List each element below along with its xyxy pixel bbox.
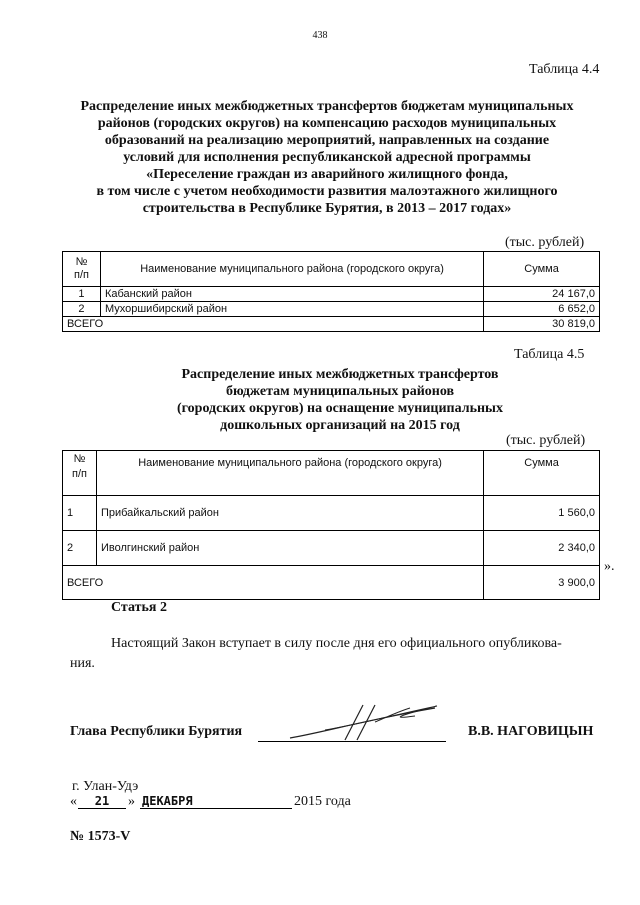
title-line: районов (городских округов) на компенсацию расходов муниципальных	[97, 116, 557, 131]
table-row	[63, 302, 600, 317]
row-sum: 6 652,0	[484, 302, 600, 317]
date-year: 2015 года	[294, 794, 351, 809]
article-text-line-1: Настоящий Закон вступает в силу после дня его официального опубликова-	[111, 636, 562, 651]
title-line: строительства в Республике Бурятия, в 2013 – 2017 годах»	[142, 201, 512, 216]
handwritten-signature	[285, 700, 445, 745]
table-row	[63, 531, 600, 566]
table-4-5-title	[130, 366, 550, 434]
row-name: Кабанский район	[100, 287, 483, 302]
header-sum: Сумма	[484, 451, 600, 496]
date-line	[70, 794, 370, 814]
page-number: 438	[312, 30, 328, 41]
title-line: Распределение иных межбюджетных трансфертов бюджетам муниципальных	[80, 99, 574, 114]
signatory-name: В.В. НАГОВИЦЫН	[468, 724, 594, 739]
row-name: Иволгинский район	[96, 531, 483, 566]
table-total-row	[63, 566, 600, 600]
article-heading: Статья 2	[111, 600, 167, 615]
title-line: бюджетам муниципальных районов	[225, 384, 455, 399]
total-sum: 30 819,0	[484, 317, 600, 332]
header-sum: Сумма	[484, 252, 600, 287]
row-sum: 24 167,0	[484, 287, 600, 302]
row-num: 2	[63, 531, 97, 566]
total-label: ВСЕГО	[63, 317, 484, 332]
date-month: ДЕКАБРЯ	[140, 794, 292, 809]
title-line: дошкольных организаций на 2015 год	[220, 418, 460, 433]
table-4-5-units: (тыс. рублей)	[506, 433, 586, 448]
title-line: (городских округов) на оснащение муниципальных	[176, 401, 503, 416]
row-sum: 2 340,0	[484, 531, 600, 566]
total-label: ВСЕГО	[63, 566, 484, 600]
law-number: № 1573-V	[70, 829, 131, 844]
header-name: Наименование муниципального района (городского округа)	[100, 252, 483, 287]
table-4-4	[62, 251, 600, 332]
closing-quote: ».	[604, 559, 615, 574]
total-sum: 3 900,0	[484, 566, 600, 600]
title-line: Распределение иных межбюджетных трансфертов	[181, 367, 499, 382]
table-4-4-units: (тыс. рублей)	[505, 235, 585, 250]
table-4-5-label: Таблица 4.5	[514, 347, 585, 362]
row-name: Мухоршибирский район	[100, 302, 483, 317]
article-text-line-2: ния.	[70, 656, 95, 671]
title-line: образований на реализацию мероприятий, направленных на создание	[104, 133, 550, 148]
header-num: № п/п	[63, 252, 101, 287]
title-line: «Переселение граждан из аварийного жилищного фонда,	[146, 167, 508, 182]
row-num: 2	[63, 302, 101, 317]
table-4-4-label: Таблица 4.4	[529, 62, 600, 77]
signatory-title: Глава Республики Бурятия	[70, 724, 243, 739]
table-row	[63, 287, 600, 302]
date-day: 21	[78, 794, 126, 809]
table-header-row	[63, 451, 600, 496]
title-line: условий для исполнения республиканской адресной программы	[123, 150, 531, 165]
title-line: в том числе с учетом необходимости развития малоэтажного жилищного	[96, 184, 558, 199]
table-4-4-title	[40, 98, 614, 217]
row-name: Прибайкальский район	[96, 496, 483, 531]
table-row	[63, 496, 600, 531]
table-header-row	[63, 252, 600, 287]
date-open-quote: «	[70, 794, 77, 809]
row-sum: 1 560,0	[484, 496, 600, 531]
header-name: Наименование муниципального района (городского округа)	[96, 451, 483, 496]
row-num: 1	[63, 496, 97, 531]
table-total-row	[63, 317, 600, 332]
table-4-5	[62, 450, 600, 600]
city: г. Улан-Удэ	[72, 779, 139, 794]
header-num: № п/п	[63, 451, 97, 496]
row-num: 1	[63, 287, 101, 302]
date-close-quote: »	[128, 794, 135, 809]
